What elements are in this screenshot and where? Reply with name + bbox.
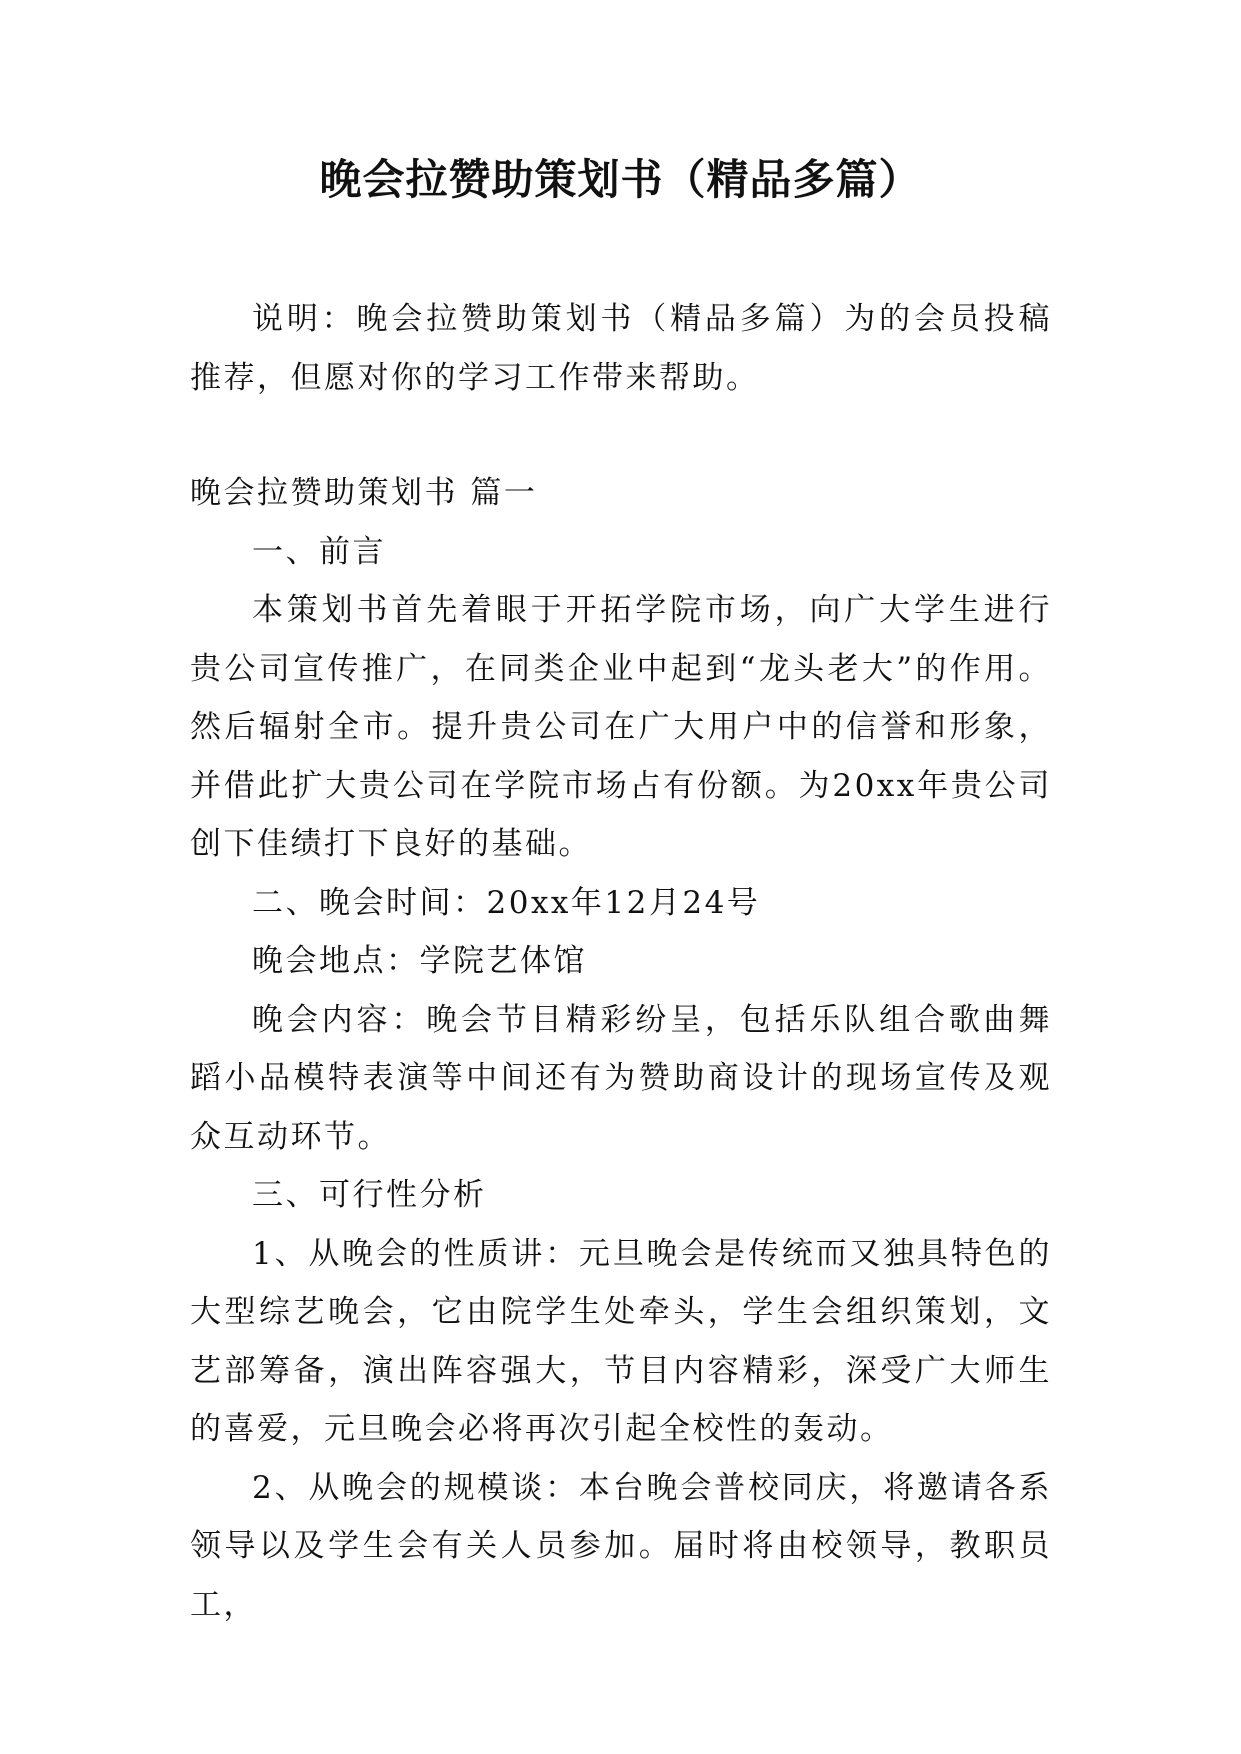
heading-feasibility: 三、可行性分析 <box>252 1177 487 1213</box>
paragraph-event-content: 晚会内容：晚会节目精彩纷呈，包括乐队组合歌曲舞蹈小品模特表演等中间还有为赞助商设计的现场宣传及观众互动环节。 <box>190 1001 1052 1155</box>
paragraph-event-time: 二、晚会时间：20xx年12月24号 <box>252 884 761 921</box>
section-content <box>190 464 1052 1634</box>
document-title: 晚会拉赞助策划书（精品多篇） <box>319 155 922 204</box>
paragraph-feasibility-nature: 1、从晚会的性质讲：元旦晚会是传统而又独具特色的大型综艺晚会，它由院学生处牵头，学生会组织策划，文艺部筹备，演出阵容强大，节目内容精彩，深受广大师生的喜爱，元旦晚会必将再次引起全校性的轰动。 <box>190 1235 1052 1447</box>
section-heading: 晚会拉赞助策划书 篇一 <box>190 475 538 511</box>
paragraph-event-location: 晚会地点：学院艺体馆 <box>252 943 587 979</box>
paragraph-preface-body: 本策划书首先着眼于开拓学院市场，向广大学生进行贵公司宣传推广，在同类企业中起到“龙头老大”的作用。然后辐射全市。提升贵公司在广大用户中的信誉和形象，并借此扩大贵公司在学院市场占有份额。为20xx年贵公司创下佳绩打下良好的基础。 <box>190 592 1052 862</box>
paragraph-feasibility-scale: 2、从晚会的规模谈：本台晚会普校同庆，将邀请各系领导以及学生会有关人员参加。届时将由校领导，教职员工， <box>190 1469 1052 1623</box>
intro-block <box>190 290 1052 407</box>
heading-preface: 一、前言 <box>252 533 386 570</box>
intro-paragraph: 说明：晚会拉赞助策划书（精品多篇）为的会员投稿推荐，但愿对你的学习工作带来帮助。 <box>190 301 1052 396</box>
